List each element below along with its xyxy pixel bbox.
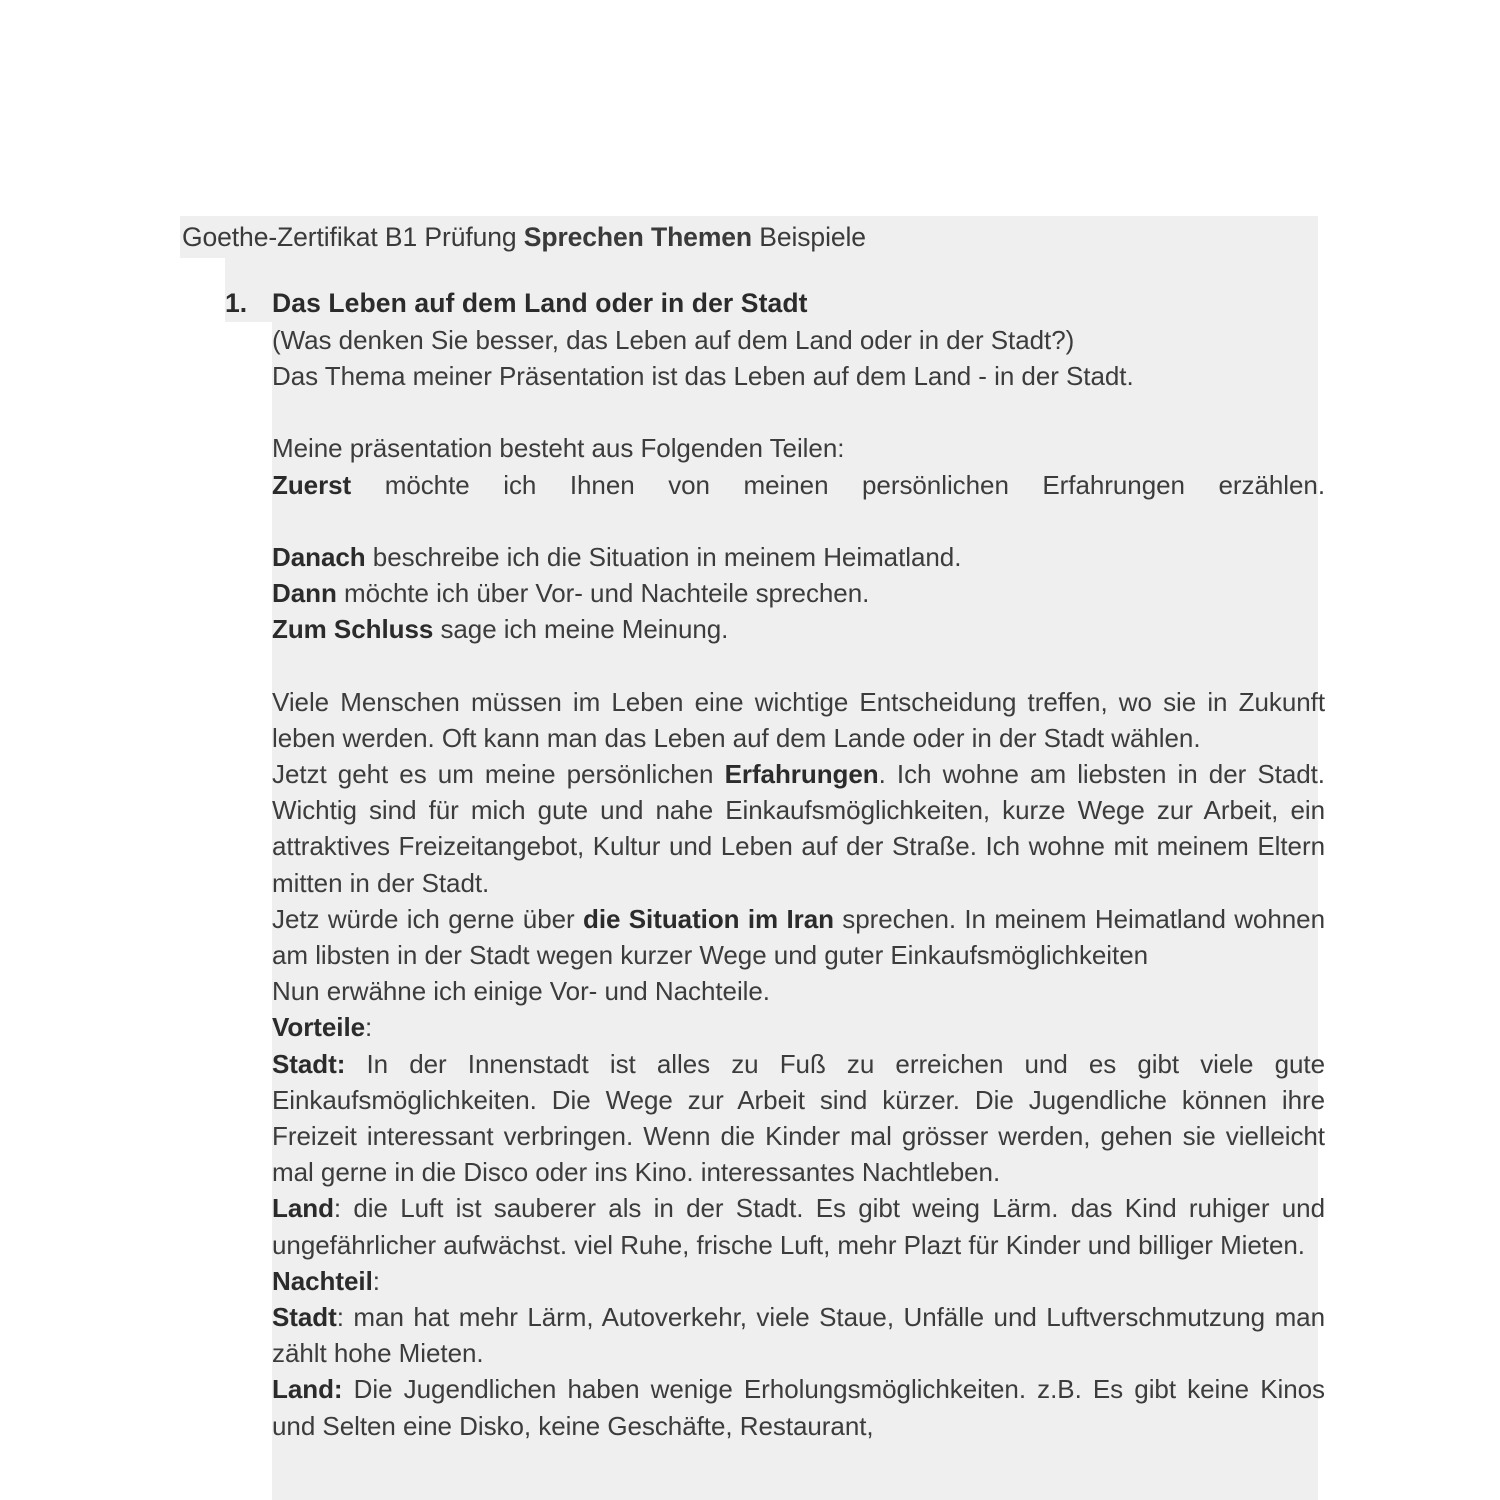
paragraph-iran <box>272 901 1325 973</box>
structure-point-lead: Danach <box>272 542 366 573</box>
running-header-suffix: Beispiele <box>752 222 866 252</box>
structure-point-dann <box>272 575 1325 611</box>
paragraph-iran-post: sprechen. In meinem Heimatland wohnen am libsten in der Stadt wegen kurzer Wege und guter Einkaufsmöglichkeiten <box>272 903 1325 971</box>
disadvantages-label-text: Nachteil <box>272 1265 373 1296</box>
structure-point-danach <box>272 539 1325 575</box>
structure-point-zuerst <box>272 467 1325 539</box>
advantages-country <box>272 1190 1325 1262</box>
paragraph-spacer <box>272 394 1325 430</box>
structure-point-rest: möchte ich Ihnen von meinen persönlichen Erfahrungen erzählen. <box>351 469 1325 500</box>
advantages-label-text: Vorteile <box>272 1012 366 1043</box>
structure-point-rest: beschreibe ich die Situation in meinem Heimatland. <box>365 542 962 573</box>
paragraph-spacer <box>272 648 1325 684</box>
advantages-country-text: : die Luft ist sauberer als in der Stadt. Es gibt weing Lärm. das Kind ruhiger und ungefährlicher aufwächst. viel Ruhe, frische Luft, mehr Plazt für Kinder und billiger Mieten. <box>272 1193 1325 1260</box>
disadvantages-label-colon: : <box>372 1265 380 1296</box>
disadvantages-label <box>272 1263 1325 1299</box>
topic-title: Das Leben auf dem Land oder in der Stadt <box>272 288 808 318</box>
advantages-city <box>272 1046 1325 1191</box>
disadvantages-country-text: Die Jugendlichen haben wenige Erholungsmöglichkeiten. z.B. Es gibt keine Kinos und Selten eine Disko, keine Geschäfte, Restaurant, <box>272 1374 1325 1441</box>
advantages-label <box>272 1009 1325 1045</box>
structure-intro: Meine präsentation besteht aus Folgenden Teilen: <box>272 433 845 464</box>
running-header-bold: Sprechen Themen <box>523 222 753 252</box>
list-item-body <box>272 284 1325 1444</box>
paragraph-intro: Viele Menschen müssen im Leben eine wichtige Entscheidung treffen, wo sie in Zukunft leben werden. Oft kann man das Leben auf dem Lande oder in der Stadt wählen. <box>272 686 1325 753</box>
running-header <box>182 220 1322 254</box>
topic-sentence: Das Thema meiner Präsentation ist das Leben auf dem Land - in der Stadt. <box>272 361 1134 392</box>
paragraph-iran-pre: Jetz würde ich gerne über <box>272 903 583 934</box>
structure-point-rest: möchte ich über Vor- und Nachteile sprechen. <box>336 578 870 609</box>
list-item <box>225 284 1325 1444</box>
structure-point-lead: Zuerst <box>272 469 352 500</box>
advantages-label-colon: : <box>365 1012 373 1043</box>
paragraph-iran-keyword: die Situation im Iran <box>582 903 834 934</box>
advantages-intro: Nun erwähne ich einige Vor- und Nachteile. <box>272 976 770 1007</box>
structure-point-lead: Dann <box>272 578 337 609</box>
list-item-number: 1. <box>225 288 248 318</box>
topic-list <box>225 284 1325 1444</box>
disadvantages-city-label: Stadt <box>272 1302 337 1333</box>
advantages-country-label: Land <box>272 1193 334 1224</box>
structure-point-zum-schluss <box>272 611 1325 647</box>
disadvantages-city <box>272 1299 1325 1371</box>
paragraph-experience-post: . Ich wohne am liebsten in der Stadt. Wichtig sind für mich gute und nahe Einkaufsmöglichkeiten, kurze Wege zur Arbeit, ein attraktives Freizeitangebot, Kultur und Leben auf der Straße. Ich wohne mit meinem Eltern mitten in der Stadt. <box>272 759 1325 898</box>
disadvantages-city-text: : man hat mehr Lärm, Autoverkehr, viele Staue, Unfälle und Luftverschmutzung man zählt hohe Mieten. <box>272 1302 1325 1369</box>
paragraph-experience <box>272 756 1325 901</box>
paragraph-experience-pre: Jetzt geht es um meine persönlichen <box>272 759 725 790</box>
advantages-city-label: Stadt: <box>272 1048 346 1079</box>
advantages-city-text: In der Innenstadt ist alles zu Fuß zu erreichen und es gibt viele gute Einkaufsmöglichkeiten. Die Wege zur Arbeit sind kürzer. Die Jugendliche können ihre Freizeit interessant verbringen. Wenn die Kinder mal grösser werden, gehen sie vielleicht mal gerne in die Disco oder ins Kino. interessantes Nachtleben. <box>272 1048 1325 1188</box>
disadvantages-country-label: Land: <box>272 1374 343 1405</box>
disadvantages-country <box>272 1371 1325 1443</box>
paragraph-experience-keyword: Erfahrungen <box>724 759 879 790</box>
running-header-prefix: Goethe-Zertifikat B1 Prüfung <box>182 222 524 252</box>
structure-point-rest: sage ich meine Meinung. <box>433 614 729 645</box>
structure-point-lead: Zum Schluss <box>272 614 434 645</box>
topic-question: (Was denken Sie besser, das Leben auf dem Land oder in der Stadt?) <box>272 325 1075 355</box>
